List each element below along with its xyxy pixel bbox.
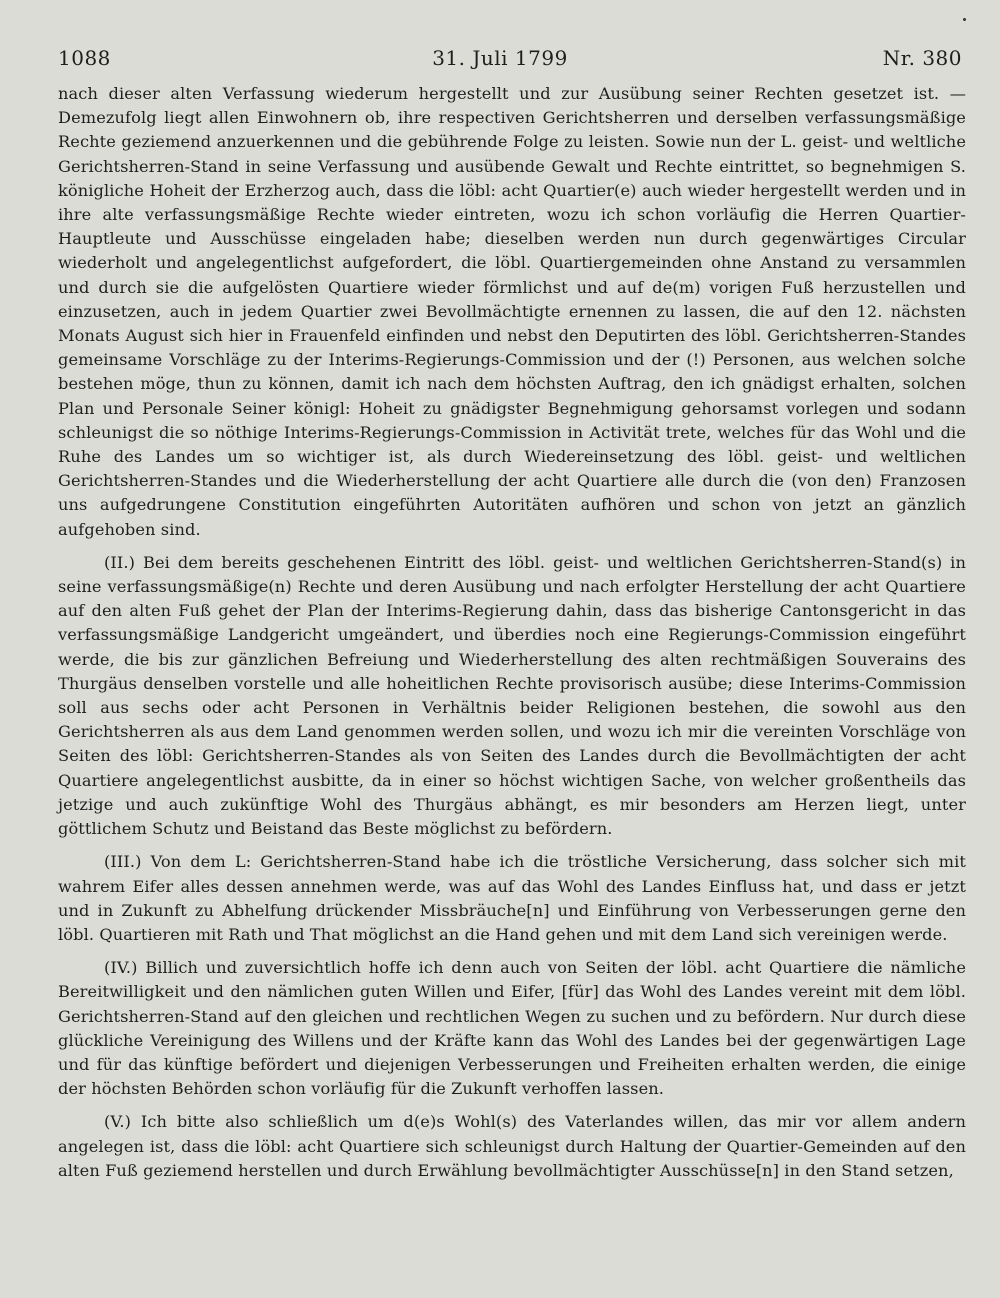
header-date: 31. Juli 1799: [432, 46, 568, 70]
running-head: [58, 46, 966, 78]
page-number: 1088: [58, 46, 111, 70]
print-speck: [963, 18, 966, 21]
paragraph-section-iv: (IV.) Billich und zuversichtlich hoffe ich denn auch von Seiten der löbl. acht Quartiere die nämliche Bereitwilligkeit und den nämlichen guten Willen und Eifer, [für] das Wohl des Landes vereint mit dem löbl. Gerichtsherren-Stand auf den gleichen und rechtlichen Wegen zu suchen und zu befördern. Nur durch diese glückliche Vereinigung des Willens und der Kräfte kann das Wohl des Landes bei der gegenwärtigen Lage und für das künftige befördert und diejenigen Verbesserungen und Freiheiten erhalten werden, die einige der höchsten Behörden schon vorläufig für die Zukunft verhoffen lassen.: [58, 958, 966, 1099]
paragraph-section-iii: (III.) Von dem L: Gerichtsherren-Stand habe ich die tröstliche Versicherung, dass solcher sich mit wahrem Eifer alles dessen annehmen werde, was auf das Wohl des Landes Einfluss hat, und dass er jetzt und in Zukunft zu Abhelfung drückender Missbräuche[n] und Einführung von Verbesserungen gerne den löbl. Quartieren mit Rath und That möglichst an die Hand gehen und mit dem Land sich vereinigen werde.: [58, 852, 966, 944]
paragraph-continuation: nach dieser alten Verfassung wiederum hergestellt und zur Ausübung seiner Rechten gesetzet ist. — Demezufolg liegt allen Einwohnern ob, ihre respectiven Gerichtsherren und derselben verfassungsmäßige Rechte geziemend anzuerkennen und die gebührende Folge zu leisten. Sowie nun der L. geist- und weltliche Gerichtsherren-Stand in seine Verfassung und ausübende Gewalt und Rechte eintrittet, so begnehmigen S. königliche Hoheit der Erzherzog auch, dass die löbl: acht Quartier(e) auch wieder hergestellt werden und in ihre alte verfassungsmäßige Rechte wieder eintreten, wozu ich schon vorläufig die Herren Quartier-Hauptleute und Ausschüsse eingeladen habe; dieselben werden nun durch gegenwärtiges Circular wiederholt und angelegentlichst aufgefordert, die löbl. Quartiergemeinden ohne Anstand zu versammlen und durch sie die aufgelösten Quartiere wieder förmlichst und auf de(m) vorigen Fuß herzustellen und einzusetzen, auch in jedem Quartier zwei Bevollmächtigte ernennen zu lassen, die auf den 12. nächsten Monats August sich hier in Frauenfeld einfinden und nebst den Deputirten des löbl. Gerichtsherren-Standes gemeinsame Vorschläge zu der Interims-Regierungs-Commission und der (!) Personen, aus welchen solche bestehen möge, thun zu können, damit ich nach dem höchsten Auftrag, den ich gnädigst erhalten, solchen Plan und Personale Seiner königl: Hoheit zu gnädigster Begnehmigung gehorsamst vorlegen und sodann schleunigst die so nöthige Interims-Regierungs-Commission in Activität trete, welches für das Wohl und die Ruhe des Landes um so wichtiger ist, als durch Wiedereinsetzung des löbl. geist- und weltlichen Gerichtsherren-Standes und die Wiederherstellung der acht Quartiere alle durch die (von den) Franzosen uns aufgedrungene Constitution eingeführten Autoritäten aufhören und schon von jetzt an gänzlich aufgehoben sind.: [58, 84, 966, 539]
body-text: [58, 82, 966, 1183]
paragraph-section-v: (V.) Ich bitte also schließlich um d(e)s Wohl(s) des Vaterlandes willen, das mir vor allem andern angelegen ist, dass die löbl: acht Quartiere sich schleunigst durch Haltung der Quartier-Gemeinden auf den alten Fuß geziemend herstellen und durch Erwählung bevollmächtigter Ausschüsse[n] in den Stand setzen,: [58, 1112, 966, 1180]
document-number: Nr. 380: [882, 46, 962, 70]
paragraph-section-ii: (II.) Bei dem bereits geschehenen Eintritt des löbl. geist- und weltlichen Gerichtsherren-Stand(s) in seine verfassungsmäßige(n) Rechte und deren Ausübung und nach erfolgter Herstellung der acht Quartiere auf den alten Fuß gehet der Plan der Interims-Regierung dahin, dass das bisherige Cantonsgericht in das verfassungsmäßige Landgericht umgeändert, und überdies noch eine Regierungs-Commission eingeführt werde, die bis zur gänzlichen Befreiung und Wiederherstellung des alten rechtmäßigen Souverains des Thurgäus denselben vorstelle und alle hoheitlichen Rechte provisorisch ausübe; diese Interims-Commission soll aus sechs oder acht Personen in Verhältnis beider Religionen bestehen, die sowohl aus den Gerichtsherren als aus dem Land genommen werden sollen, und wozu ich mir die vereinten Vorschläge von Seiten des löbl: Gerichtsherren-Standes als von Seiten des Landes durch die Bevollmächtigten der acht Quartiere angelegentlichst ausbitte, da in einer so höchst wichtigen Sache, von welcher großentheils das jetzige und auch zukünftige Wohl des Thurgäus abhängt, es mir besonders am Herzen liegt, unter göttlichem Schutz und Beistand das Beste möglichst zu befördern.: [58, 552, 966, 839]
